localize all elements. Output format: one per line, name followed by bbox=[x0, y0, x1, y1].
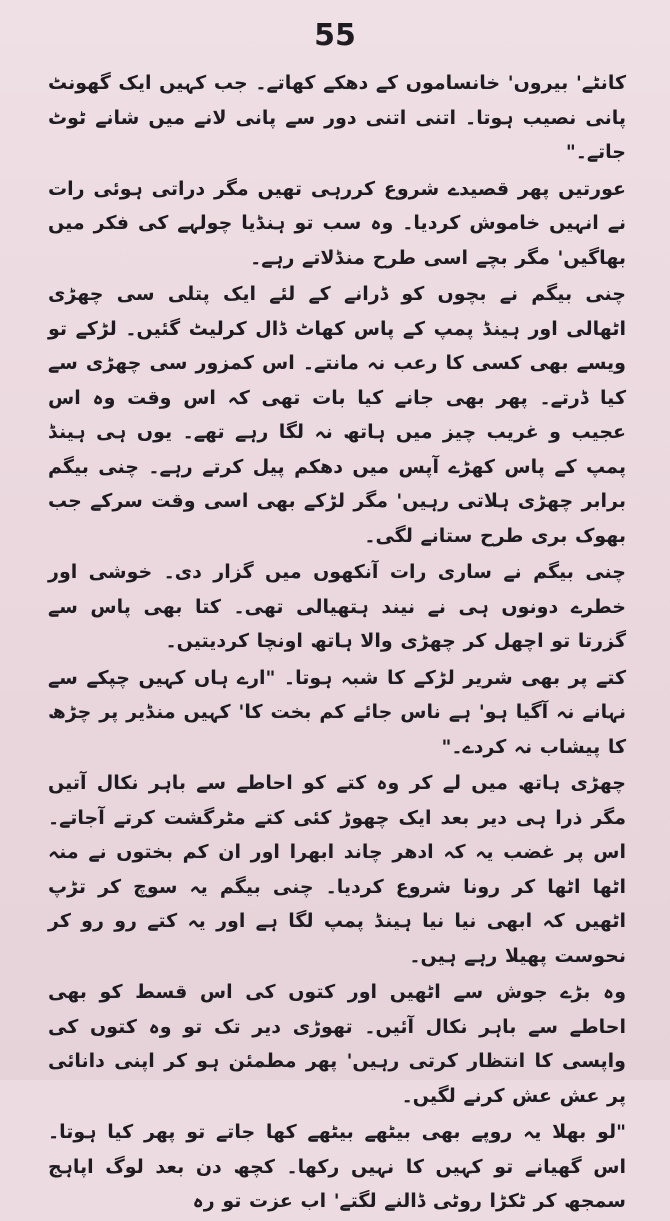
paragraph: "لو بھلا یہ روپے بھی بیٹھے بیٹھے کھا جاتے تو پھر کیا ہوتا۔ اس گھیانے تو کہیں کا نہیں رکھا۔ کچھ دن بعد لوگ اپاہج سمجھ کر ٹکڑا روٹی ڈالنے لگتے' اب عزت تو رہ bbox=[48, 1121, 626, 1212]
paragraph: چنی بیگم نے بچوں کو ڈرانے کے لئے ایک پتلی سی چھڑی اٹھالی اور ہینڈ پمپ کے پاس کھاٹ ڈال کرلیٹ گئیں۔ لڑکے تو ویسے بھی کسی کا رعب نہ مانتے۔ اس کمزور سی چھڑی سے کیا ڈرتے۔ پھر بھی جانے کیا بات تھی کہ اس وقت وہ اس عجیب و غریب چیز میں ہاتھ نہ لگا رہے تھے۔ یوں ہی ہینڈ پمپ کے پاس کھڑے آپس میں دھکم پیل کرتے رہے۔ چنی بیگم برابر چھڑی ہلاتی رہیں' مگر لڑکے بھی اسی وقت سرکے جب بھوک بری طرح ستانے لگی۔ bbox=[48, 283, 626, 547]
paragraph: وہ بڑے جوش سے اٹھیں اور کتوں کی اس قسط کو بھی احاطے سے باہر نکال آئیں۔ تھوڑی دیر تک تو وہ کتوں کی واپسی کا انتظار کرتی رہیں' پھر مطمئن ہو کر اپنی دانائی پر عش عش کرنے لگیں۔ bbox=[48, 981, 626, 1107]
paragraph: عورتیں پھر قصیدے شروع کررہی تھیں مگر دراتی ہوئی رات نے انہیں خاموش کردیا۔ وہ سب تو ہنڈیا چولہے کی فکر میں بھاگیں' مگر بچے اسی طرح منڈلاتے رہے۔ bbox=[48, 177, 626, 269]
page-number: 55 bbox=[314, 18, 356, 53]
paragraph: چھڑی ہاتھ میں لے کر وہ کتے کو احاطے سے باہر نکال آتیں مگر ذرا ہی دیر بعد ایک چھوڑ کئی کتے مٹرگشت کرتے آجاتے۔ اس پر غضب یہ کہ ادھر چاند ابھرا اور ان کم بختوں نے منہ اٹھا اٹھا کر رونا شروع کردیا۔ چنی بیگم یہ سوچ کر تڑپ اٹھیں کہ ابھی نیا نیا ہینڈ پمپ لگا ہے اور یہ کتے رو رو کر نحوست پھیلا رہے ہیں۔ bbox=[48, 772, 626, 967]
page-text bbox=[48, 66, 626, 1221]
paragraph: کتے پر بھی شریر لڑکے کا شبہ ہوتا۔ "ارے ہاں کہیں چپکے سے نہانے نہ آگیا ہو' ہے ناس جائے کم بخت کا' کہیں منڈیر پر چڑھ کا پیشاب نہ کردے۔" bbox=[48, 666, 626, 758]
paragraph: کانٹے' بیروں' خانساموں کے دھکے کھاتے۔ جب کہیں ایک گھونٹ پانی نصیب ہوتا۔ اتنی اتنی دور سے پانی لانے میں شانے ٹوٹ جاتے۔" bbox=[48, 72, 626, 163]
paragraph: چنی بیگم نے ساری رات آنکھوں میں گزار دی۔ خوشی اور خطرے دونوں ہی نے نیند ہتھیالی تھی۔ کتا بھی پاس سے گزرتا تو اچھل کر چھڑی والا ہاتھ اونچا کردیتیں۔ bbox=[48, 561, 626, 652]
